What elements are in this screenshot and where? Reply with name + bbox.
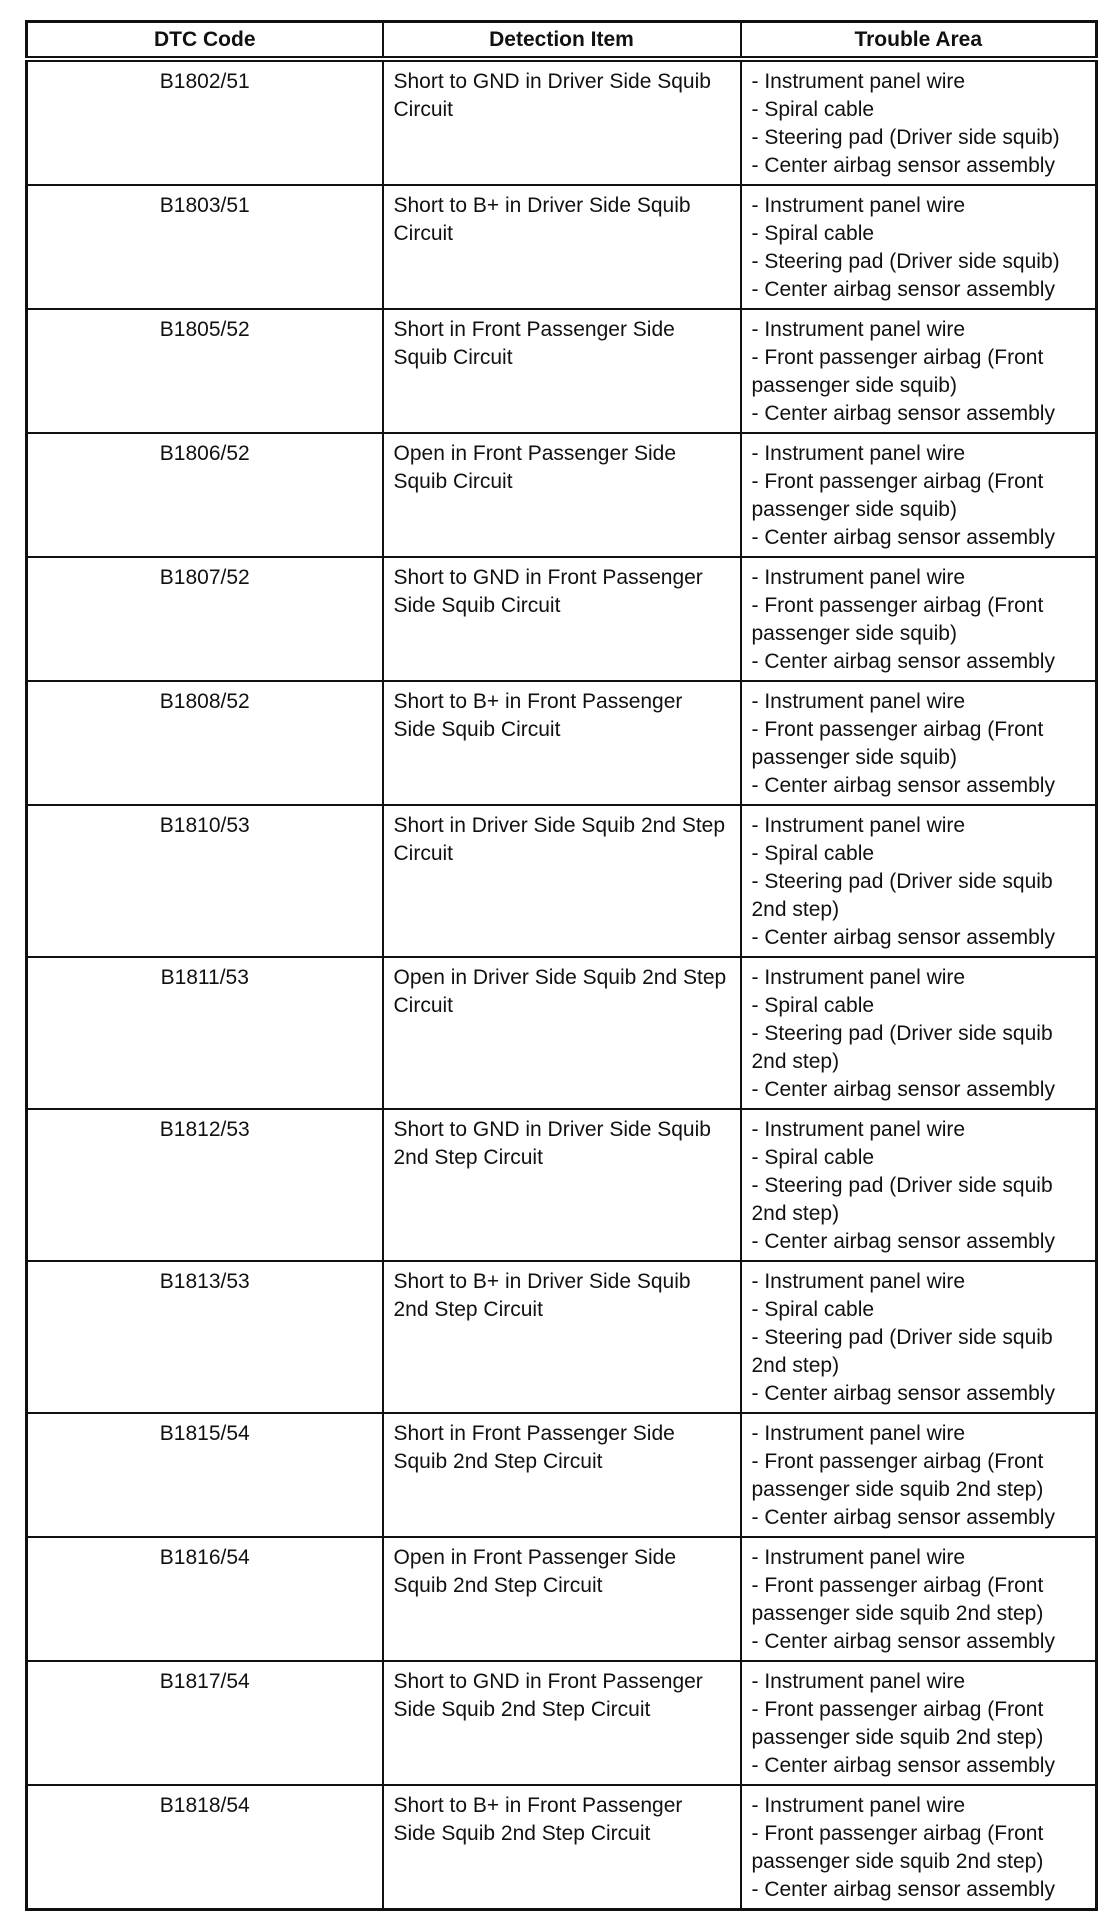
trouble-area-line: - Center airbag sensor assembly [751,278,1055,301]
detection-item-cell: Open in Driver Side Squib 2nd Step Circuit [383,957,741,1109]
header-dtc-code: DTC Code [27,22,383,60]
dtc-code-cell: B1818/54 [27,1785,383,1910]
trouble-area-cell [741,1661,1097,1785]
dtc-table [25,20,1098,1911]
trouble-area-line: - Steering pad (Driver side squib 2nd step) [751,1174,1053,1225]
detection-item-cell: Short in Front Passenger Side Squib Circuit [383,309,741,433]
dtc-code-cell: B1815/54 [27,1413,383,1537]
detection-item-cell: Short in Driver Side Squib 2nd Step Circuit [383,805,741,957]
trouble-area-cell [741,805,1097,957]
table-row [27,1109,1097,1261]
trouble-area-line: - Steering pad (Driver side squib 2nd step) [751,1022,1053,1073]
header-trouble-area: Trouble Area [741,22,1097,60]
trouble-area-cell [741,59,1097,185]
trouble-area-line: - Steering pad (Driver side squib) [751,250,1060,273]
detection-item-cell: Short in Front Passenger Side Squib 2nd Step Circuit [383,1413,741,1537]
table-row [27,557,1097,681]
dtc-code-cell: B1805/52 [27,309,383,433]
table-row [27,957,1097,1109]
dtc-code-cell: B1816/54 [27,1537,383,1661]
dtc-code-cell: B1811/53 [27,957,383,1109]
trouble-area-line: - Instrument panel wire [751,1118,966,1141]
trouble-area-line: - Center airbag sensor assembly [751,1078,1055,1101]
table-row [27,59,1097,185]
trouble-area-line: - Instrument panel wire [751,690,966,713]
trouble-area-line: - Spiral cable [751,994,875,1017]
table-row [27,805,1097,957]
table-row [27,309,1097,433]
trouble-area-cell [741,1261,1097,1413]
trouble-area-line: - Instrument panel wire [751,1270,966,1293]
trouble-area-line: - Spiral cable [751,842,875,865]
dtc-code-cell: B1808/52 [27,681,383,805]
table-row [27,1261,1097,1413]
table-header [27,22,1097,60]
trouble-area-line: - Center airbag sensor assembly [751,926,1055,949]
trouble-area-line: - Spiral cable [751,1146,875,1169]
table-row [27,681,1097,805]
table-row [27,1785,1097,1910]
trouble-area-line: - Center airbag sensor assembly [751,1630,1055,1653]
trouble-area-line: - Front passenger airbag (Front passenger side squib) [751,346,1044,397]
detection-item-cell: Short to GND in Front Passenger Side Squib 2nd Step Circuit [383,1661,741,1785]
trouble-area-line: - Center airbag sensor assembly [751,1382,1055,1405]
trouble-area-line: - Instrument panel wire [751,1422,966,1445]
table-row [27,1537,1097,1661]
table-row [27,185,1097,309]
dtc-code-cell: B1806/52 [27,433,383,557]
detection-item-cell: Short to GND in Driver Side Squib 2nd Step Circuit [383,1109,741,1261]
trouble-area-line: - Instrument panel wire [751,1670,966,1693]
trouble-area-cell [741,433,1097,557]
trouble-area-line: - Front passenger airbag (Front passenger side squib) [751,594,1044,645]
detection-item-cell: Open in Front Passenger Side Squib Circuit [383,433,741,557]
trouble-area-line: - Front passenger airbag (Front passenger side squib) [751,718,1044,769]
trouble-area-cell [741,557,1097,681]
detection-item-cell: Short to B+ in Driver Side Squib Circuit [383,185,741,309]
trouble-area-line: - Center airbag sensor assembly [751,526,1055,549]
trouble-area-line: - Instrument panel wire [751,814,966,837]
trouble-area-cell [741,1413,1097,1537]
trouble-area-line: - Front passenger airbag (Front passenger side squib 2nd step) [751,1822,1044,1873]
header-detection-item: Detection Item [383,22,741,60]
table-row [27,433,1097,557]
trouble-area-line: - Center airbag sensor assembly [751,1506,1055,1529]
dtc-code-cell: B1817/54 [27,1661,383,1785]
trouble-area-line: - Front passenger airbag (Front passenger side squib 2nd step) [751,1698,1044,1749]
trouble-area-line: - Instrument panel wire [751,194,966,217]
dtc-code-cell: B1812/53 [27,1109,383,1261]
dtc-code-cell: B1807/52 [27,557,383,681]
table-body [27,59,1097,1910]
trouble-area-line: - Instrument panel wire [751,442,966,465]
detection-item-cell: Short to B+ in Front Passenger Side Squib 2nd Step Circuit [383,1785,741,1910]
table-row [27,1413,1097,1537]
detection-item-cell: Short to GND in Front Passenger Side Squib Circuit [383,557,741,681]
trouble-area-line: - Front passenger airbag (Front passenger side squib 2nd step) [751,1450,1044,1501]
trouble-area-line: - Instrument panel wire [751,966,966,989]
trouble-area-line: - Spiral cable [751,222,875,245]
trouble-area-line: - Spiral cable [751,1298,875,1321]
trouble-area-cell [741,957,1097,1109]
trouble-area-line: - Center airbag sensor assembly [751,1878,1055,1901]
trouble-area-cell [741,309,1097,433]
table-row [27,1661,1097,1785]
header-row [27,22,1097,60]
dtc-code-cell: B1802/51 [27,59,383,185]
trouble-area-line: - Instrument panel wire [751,1794,966,1817]
trouble-area-cell [741,1109,1097,1261]
dtc-code-cell: B1803/51 [27,185,383,309]
trouble-area-line: - Steering pad (Driver side squib 2nd step) [751,1326,1053,1377]
trouble-area-cell [741,1785,1097,1910]
detection-item-cell: Short to GND in Driver Side Squib Circuit [383,59,741,185]
trouble-area-line: - Spiral cable [751,98,875,121]
trouble-area-line: - Center airbag sensor assembly [751,650,1055,673]
trouble-area-line: - Front passenger airbag (Front passenger side squib 2nd step) [751,1574,1044,1625]
trouble-area-line: - Front passenger airbag (Front passenger side squib) [751,470,1044,521]
trouble-area-line: - Instrument panel wire [751,70,966,93]
trouble-area-line: - Center airbag sensor assembly [751,402,1055,425]
trouble-area-cell [741,185,1097,309]
dtc-code-cell: B1813/53 [27,1261,383,1413]
trouble-area-line: - Center airbag sensor assembly [751,774,1055,797]
trouble-area-line: - Steering pad (Driver side squib 2nd step) [751,870,1053,921]
trouble-area-line: - Center airbag sensor assembly [751,1754,1055,1777]
trouble-area-line: - Instrument panel wire [751,318,966,341]
detection-item-cell: Short to B+ in Front Passenger Side Squib Circuit [383,681,741,805]
trouble-area-line: - Center airbag sensor assembly [751,154,1055,177]
detection-item-cell: Short to B+ in Driver Side Squib 2nd Step Circuit [383,1261,741,1413]
trouble-area-line: - Instrument panel wire [751,1546,966,1569]
dtc-code-cell: B1810/53 [27,805,383,957]
trouble-area-line: - Center airbag sensor assembly [751,1230,1055,1253]
detection-item-cell: Open in Front Passenger Side Squib 2nd Step Circuit [383,1537,741,1661]
trouble-area-cell [741,681,1097,805]
trouble-area-line: - Steering pad (Driver side squib) [751,126,1060,149]
trouble-area-cell [741,1537,1097,1661]
trouble-area-line: - Instrument panel wire [751,566,966,589]
